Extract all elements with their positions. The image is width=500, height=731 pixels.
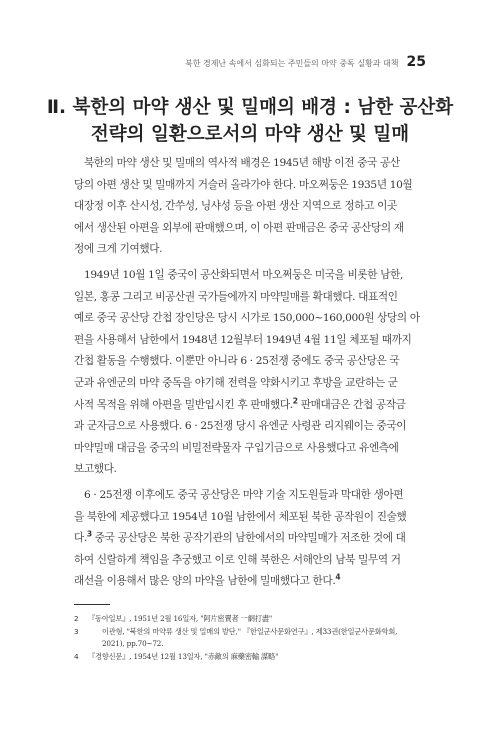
footnote-text: 이관형, "북한의 마약류 생산 및 밀매의 발단," 『한일군사문화연구』, 제33권(한일군사문화학회, [102,626,398,636]
body-line-text: 중국 공산당은 북한 공작기관의 남한에서의 마약밀매가 저조한 것에 대 [91,532,406,545]
body-line: 1949년 10월 1일 중국이 공산화되면서 마오쩌둥은 미국을 비롯한 남한, [84,268,403,281]
running-header [185,54,426,70]
body-line [74,571,431,593]
body-line: 일본, 홍콩 그리고 비공산권 국가들에까지 마약밀매를 확대했다. 대표적인 [74,290,398,303]
body-line: 과 군자금으로 사용했다. 6 · 25전쟁 당시 유엔군 사령관 리지웨이는 중국이 [74,420,407,433]
body-line-text: 래선을 이용해서 많은 양의 마약을 남한에 밀매했다고 한다. [74,575,336,588]
body-line: 6 · 25전쟁 이후에도 중국 공산당은 마약 기술 지도원들과 막대한 생아편 [84,488,404,501]
footnote-rule [74,604,110,605]
footnote-3 [74,626,434,639]
body-line [74,395,431,417]
section-title-line-2: 전략의 일환으로서의 마약 생산 및 밀매 [90,124,410,145]
section-title-line-1: Ⅱ. 북한의 마약 생산 및 밀매의 배경 : 남한 공산화 [46,97,454,118]
body-text [74,153,431,593]
body-line [74,528,431,550]
footnote-4 [74,651,434,664]
body-line-text: 다. [74,532,87,545]
body-line: 편을 사용해서 남한에서 1948년 12월부터 1949년 4월 11일 체포될 때까지 [74,333,412,346]
body-line: 북한의 마약 생산 및 밀매의 역사적 배경은 1945년 해방 이전 중국 공산 [84,157,400,169]
footnote-2 [74,613,434,626]
footnotes [74,613,434,663]
body-line: 하여 신랄하게 책임을 추궁했고 이로 인해 북한은 서해안의 남북 밀무역 거 [74,553,401,566]
body-line-text: 판매대금은 간첩 공작금 [297,398,406,411]
body-line: 마약밀매 대금을 중국의 비밀전략물자 구입기금으로 사용했다고 유엔측에 [74,441,399,454]
body-line: 예로 중국 공산당 간첩 장인당은 당시 시가로 150,000~160,000원 상당의 아 [74,312,420,325]
running-title: 북한 경제난 속에서 심화되는 주민들의 마약 중독 실황과 대책 [184,59,399,68]
body-line: 을 북한에 제공했다고 1954년 10월 남한에서 체포된 북한 공작원이 진술했 [74,510,407,523]
footnote-number: 4 [74,651,79,661]
section-title [0,94,500,148]
footnote-text: 『경향신문』, 1954년 12월 13일자, "赤敵의 麻藥密輸 謀略" [88,651,279,661]
body-line: 대장정 이후 산시성, 간쑤성, 닝샤성 등을 아편 생산 지역으로 정하고 이곳 [74,200,397,213]
footnote-ref-4[interactable]: 4 [335,572,341,582]
body-line: 에서 생산된 아편을 외부에 판매했으며, 이 아편 판매금은 중국 공산당의 재 [74,221,404,234]
body-line: 군과 유엔군의 마약 중독을 야기해 전력을 약화시키고 후방을 교란하는 군 [74,376,398,389]
body-line: 간첩 활동을 수행했다. 이뿐만 아니라 6 · 25전쟁 중에도 중국 공산당은 국 [74,355,400,368]
body-line-text: 사적 목적을 위해 아편을 밀반입시킨 후 판매했다. [74,398,293,411]
footnote-number: 3 [74,626,79,636]
body-line: 당의 아편 생산 및 밀매까지 거슬러 올라가야 한다. 마오쩌둥은 1935년 10월 [74,178,413,191]
body-line: 보고했다. [74,463,117,476]
footnote-ref-2[interactable]: 2 [292,396,298,405]
footnote-number: 2 [74,614,79,623]
footnote-ref-3[interactable]: 3 [86,529,92,539]
footnote-3-continuation: 2021), pp.70~72. [102,639,164,649]
footnote-text: 『동아일보』, 1951년 2월 16일자, "阿片密賣者 一網打盡" [88,614,272,623]
body-line: 정에 크게 기여했다. [74,243,163,256]
page-number: 25 [406,54,426,70]
